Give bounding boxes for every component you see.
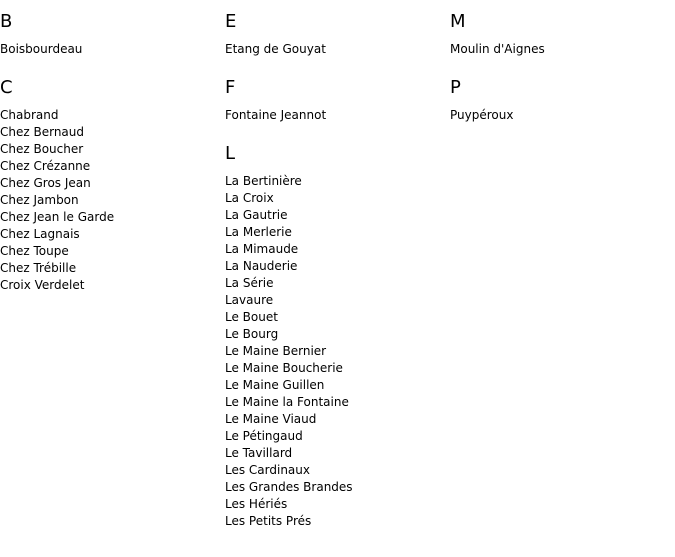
list-item <box>0 243 225 260</box>
letter-heading: M <box>450 11 466 32</box>
place-list <box>0 107 225 294</box>
place-link[interactable]: Chabrand <box>0 108 59 122</box>
list-item <box>0 209 225 226</box>
place-list <box>450 41 675 58</box>
list-item <box>225 496 450 513</box>
list-item <box>225 258 450 275</box>
place-link[interactable]: La Nauderie <box>225 259 298 273</box>
place-link[interactable]: Le Maine Bernier <box>225 344 327 358</box>
place-link[interactable]: Chez Trébille <box>0 261 77 275</box>
list-item <box>225 462 450 479</box>
letter-heading: E <box>225 11 237 32</box>
place-list <box>225 41 450 58</box>
list-item <box>450 107 675 124</box>
place-link[interactable]: La Gautrie <box>225 208 288 222</box>
letter-group <box>225 66 450 124</box>
letter-group <box>450 0 675 58</box>
place-list <box>225 173 450 530</box>
place-link[interactable]: Les Cardinaux <box>225 463 310 477</box>
place-link[interactable]: Le Maine Guillen <box>225 378 325 392</box>
list-item <box>225 513 450 530</box>
list-item <box>0 107 225 124</box>
list-item <box>0 175 225 192</box>
place-list <box>225 107 450 124</box>
place-link[interactable]: Le Tavillard <box>225 446 293 460</box>
letter-group <box>225 0 450 58</box>
list-item <box>225 173 450 190</box>
list-item <box>0 277 225 294</box>
letter-heading: B <box>0 11 13 32</box>
place-link[interactable]: Le Pétingaud <box>225 429 303 443</box>
list-item <box>0 192 225 209</box>
letter-group <box>0 66 225 294</box>
list-item <box>0 226 225 243</box>
list-item <box>225 377 450 394</box>
list-item <box>225 394 450 411</box>
place-link[interactable]: Croix Verdelet <box>0 278 85 292</box>
place-link[interactable]: Chez Jambon <box>0 193 79 207</box>
list-item <box>0 158 225 175</box>
place-link[interactable]: Les Hériés <box>225 497 288 511</box>
index-column <box>0 0 225 294</box>
place-link[interactable]: Chez Crézanne <box>0 159 91 173</box>
list-item <box>225 224 450 241</box>
letter-group <box>225 132 450 530</box>
list-item <box>225 411 450 428</box>
list-item <box>225 190 450 207</box>
letter-group <box>0 0 225 58</box>
place-link[interactable]: Le Maine Viaud <box>225 412 317 426</box>
list-item <box>225 41 450 58</box>
letter-heading: L <box>225 143 236 164</box>
list-item <box>225 343 450 360</box>
place-link[interactable]: Moulin d'Aignes <box>450 42 545 56</box>
place-link[interactable]: Le Maine Boucherie <box>225 361 343 375</box>
place-link[interactable]: Puypéroux <box>450 108 514 122</box>
place-link[interactable]: La Croix <box>225 191 274 205</box>
list-item <box>225 309 450 326</box>
letter-group <box>450 66 675 124</box>
list-item <box>225 428 450 445</box>
place-link[interactable]: Chez Gros Jean <box>0 176 91 190</box>
place-link[interactable]: Etang de Gouyat <box>225 42 326 56</box>
list-item <box>225 360 450 377</box>
list-item <box>225 275 450 292</box>
place-list <box>0 41 225 58</box>
place-link[interactable]: Chez Bernaud <box>0 125 84 139</box>
list-item <box>225 107 450 124</box>
place-list <box>450 107 675 124</box>
list-item <box>0 260 225 277</box>
list-item <box>0 41 225 58</box>
place-link[interactable]: Chez Jean le Garde <box>0 210 115 224</box>
place-link[interactable]: La Série <box>225 276 274 290</box>
letter-heading: P <box>450 77 461 98</box>
place-link[interactable]: La Bertinière <box>225 174 302 188</box>
list-item <box>225 326 450 343</box>
list-item <box>225 292 450 309</box>
list-item <box>450 41 675 58</box>
place-link[interactable]: La Mimaude <box>225 242 299 256</box>
place-link[interactable]: Fontaine Jeannot <box>225 108 327 122</box>
place-link[interactable]: Chez Toupe <box>0 244 69 258</box>
list-item <box>225 241 450 258</box>
place-link[interactable]: Chez Boucher <box>0 142 84 156</box>
place-link[interactable]: La Merlerie <box>225 225 292 239</box>
place-link[interactable]: Lavaure <box>225 293 274 307</box>
place-link[interactable]: Boisbourdeau <box>0 42 83 56</box>
place-link[interactable]: Le Maine la Fontaine <box>225 395 349 409</box>
place-link[interactable]: Le Bourg <box>225 327 279 341</box>
place-link[interactable]: Les Petits Prés <box>225 514 312 528</box>
list-item <box>225 207 450 224</box>
place-link[interactable]: Les Grandes Brandes <box>225 480 353 494</box>
letter-heading: C <box>0 77 13 98</box>
list-item <box>0 141 225 158</box>
place-link[interactable]: Chez Lagnais <box>0 227 80 241</box>
place-link[interactable]: Le Bouet <box>225 310 278 324</box>
list-item <box>225 479 450 496</box>
index-column <box>450 0 675 124</box>
list-item <box>225 445 450 462</box>
letter-heading: F <box>225 77 236 98</box>
index-column <box>225 0 450 530</box>
list-item <box>0 124 225 141</box>
